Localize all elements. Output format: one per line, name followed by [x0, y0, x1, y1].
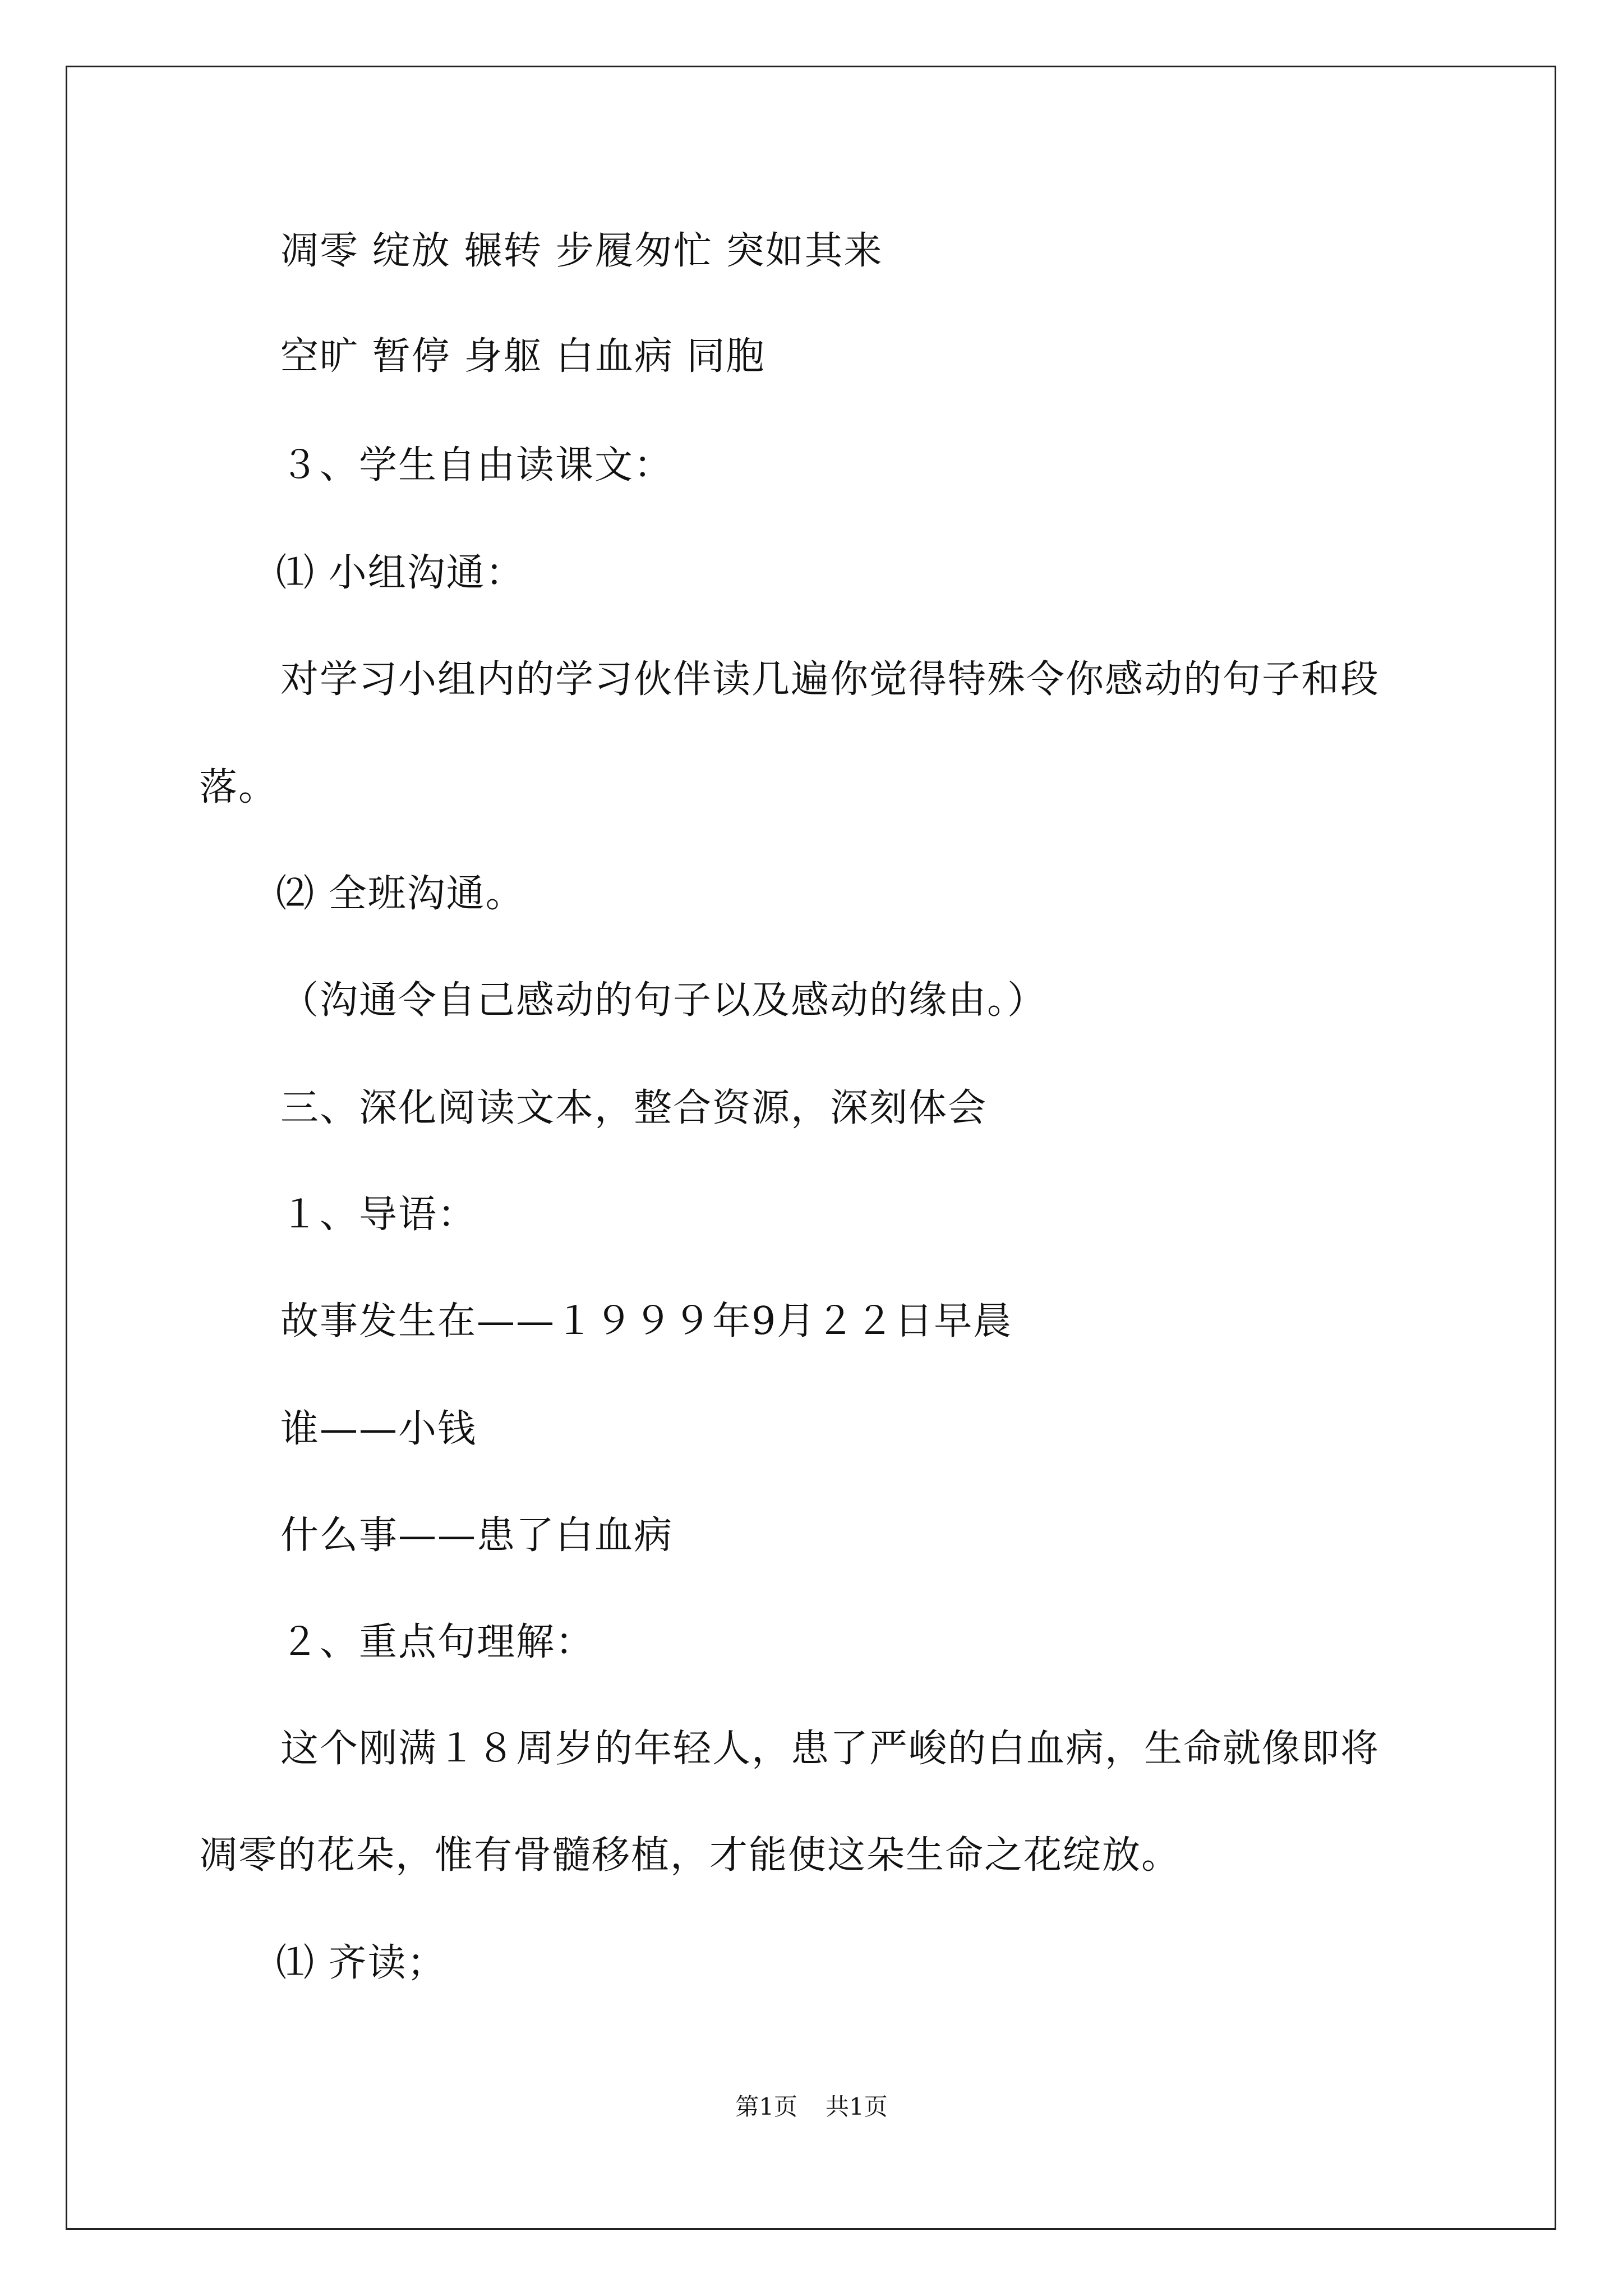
- page-number: 第1页: [735, 2093, 797, 2120]
- text-line-1: 凋零 绽放 辗转 步履匆忙 突如其来: [280, 229, 883, 273]
- text-line-2: 空旷 暂停 身躯 白血病 同胞: [280, 334, 766, 379]
- text-line-12: 谁——小钱: [280, 1407, 477, 1451]
- text-line-8: （沟通令自己感动的句子以及感动的缘由。）: [280, 978, 1047, 1023]
- page-border: [66, 66, 1556, 2230]
- text-line-17: ⑴ 齐读；: [276, 1941, 446, 1985]
- text-line-7: ⑵ 全班沟通。: [276, 872, 525, 916]
- page-total: 共1页: [826, 2093, 888, 2120]
- text-line-14: ２、重点句理解：: [280, 1620, 595, 1664]
- text-line-15: 这个刚满１８周岁的年轻人，患了严峻的白血病，生命就像即将: [280, 1727, 1380, 1771]
- page-footer: [0, 2091, 1623, 2123]
- text-line-11: 故事发生在——１９９９年9月２２日早晨: [280, 1299, 1013, 1343]
- text-line-9: 三、深化阅读文本，整合资源，深刻体会: [280, 1086, 988, 1130]
- text-line-16: 凋零的花朵，惟有骨髓移植，才能使这朵生命之花绽放。: [199, 1833, 1181, 1878]
- text-line-10: １、导语：: [280, 1193, 477, 1237]
- text-line-13: 什么事——患了白血病: [280, 1513, 674, 1558]
- text-line-5: 对学习小组内的学习伙伴读几遍你觉得特殊令你感动的句子和段: [280, 657, 1380, 702]
- text-line-3: ３、学生自由读课文：: [280, 443, 674, 487]
- text-line-4: ⑴ 小组沟通：: [276, 551, 525, 595]
- text-line-6: 落。: [199, 765, 278, 809]
